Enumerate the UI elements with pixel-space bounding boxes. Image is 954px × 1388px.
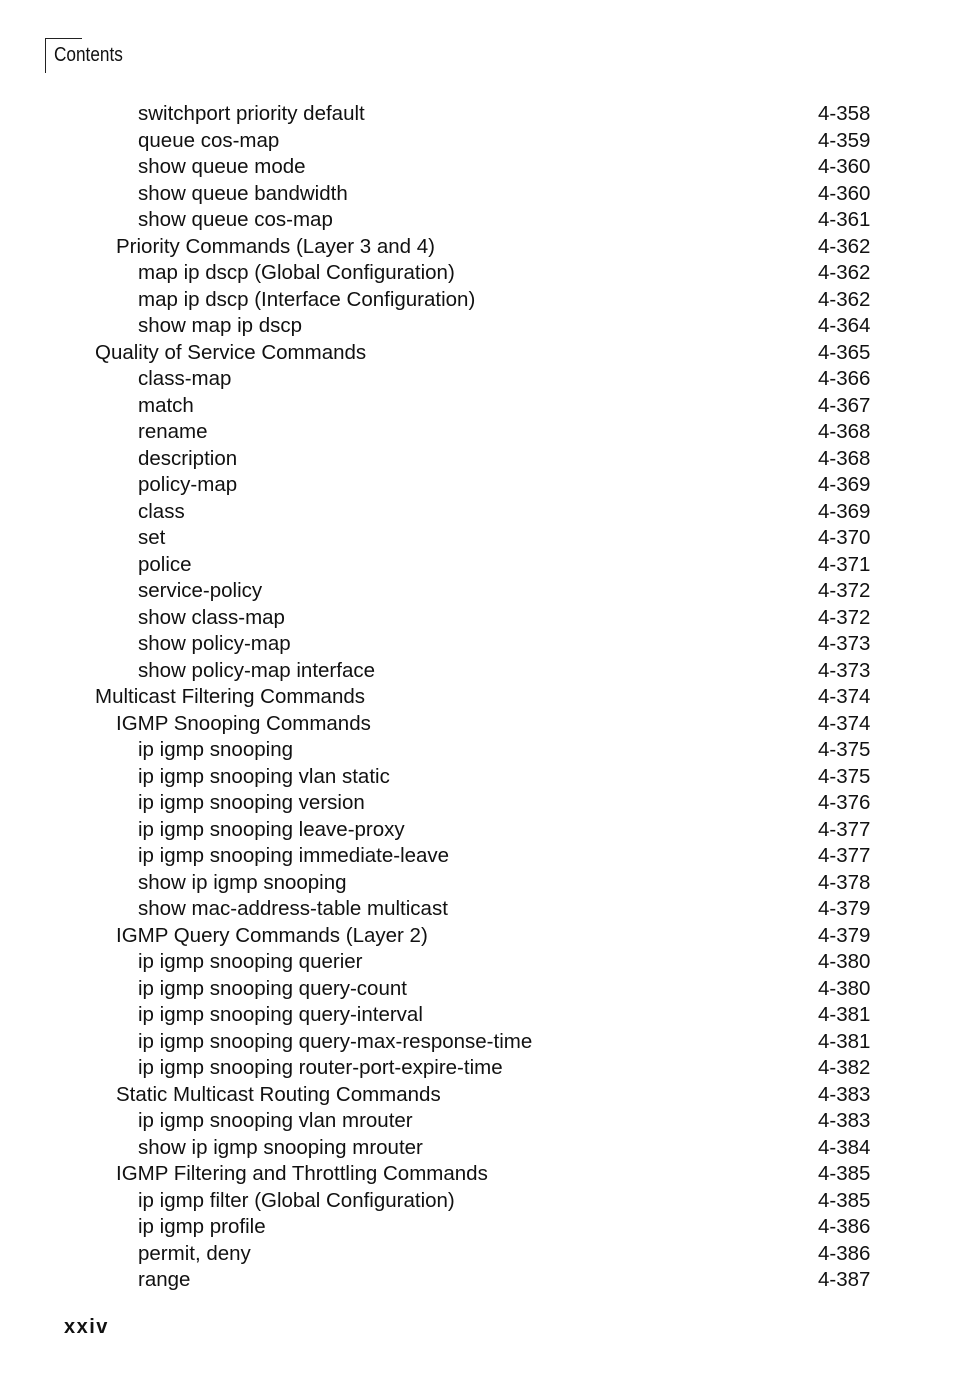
toc-entry-page[interactable]: 4-378 — [818, 870, 871, 894]
toc-entry-page[interactable]: 4-377 — [818, 844, 871, 867]
toc-entry-title[interactable]: ip igmp snooping query-count — [138, 976, 407, 1000]
toc-entry[interactable] — [0, 340, 954, 367]
toc-entry[interactable] — [0, 446, 954, 473]
toc-entry-title[interactable]: ip igmp snooping version — [138, 791, 365, 814]
table-of-contents — [0, 101, 954, 1294]
toc-entry-title[interactable]: ip igmp snooping immediate-leave — [138, 844, 450, 867]
toc-entry-title[interactable]: show queue bandwidth — [138, 181, 348, 205]
toc-entry-title[interactable]: rename — [138, 420, 208, 443]
toc-entry-page[interactable]: 4-368 — [818, 446, 871, 470]
toc-entry[interactable] — [0, 472, 954, 499]
toc-entry-page[interactable]: 4-369 — [818, 473, 871, 496]
toc-entry-title[interactable]: ip igmp filter (Global Configuration) — [138, 1188, 455, 1212]
toc-entry-page[interactable]: 4-376 — [818, 791, 871, 814]
toc-entry[interactable] — [0, 870, 954, 897]
toc-entry-page[interactable]: 4-374 — [818, 685, 871, 708]
toc-entry[interactable] — [0, 1241, 954, 1268]
toc-entry[interactable] — [0, 631, 954, 658]
toc-entry-title[interactable]: set — [138, 526, 166, 549]
toc-entry-page[interactable]: 4-372 — [818, 605, 871, 629]
toc-entry-title[interactable]: ip igmp snooping query-max-response-time — [138, 1029, 533, 1053]
toc-entry[interactable] — [0, 578, 954, 605]
toc-entry[interactable] — [0, 843, 954, 870]
toc-entry-page[interactable]: 4-367 — [818, 393, 871, 417]
toc-entry[interactable] — [0, 896, 954, 923]
toc-entry-page[interactable]: 4-384 — [818, 1135, 871, 1159]
toc-entry-title[interactable]: IGMP Snooping Commands — [116, 711, 371, 735]
toc-entry-title[interactable]: ip igmp snooping leave-proxy — [138, 817, 405, 841]
toc-entry-page[interactable]: 4-371 — [818, 552, 871, 576]
toc-entry[interactable] — [0, 1135, 954, 1162]
toc-entry[interactable] — [0, 366, 954, 393]
toc-entry-title[interactable]: map ip dscp (Interface Configuration) — [138, 287, 476, 311]
toc-entry-title[interactable]: show queue cos-map — [138, 208, 333, 231]
toc-entry-title[interactable]: show policy-map interface — [138, 658, 375, 682]
toc-entry[interactable] — [0, 658, 954, 685]
toc-entry[interactable] — [0, 790, 954, 817]
toc-entry-title[interactable]: show ip igmp snooping mrouter — [138, 1135, 423, 1159]
toc-entry-page[interactable]: 4-366 — [818, 367, 871, 390]
toc-entry[interactable] — [0, 260, 954, 287]
toc-entry-title[interactable]: permit, deny — [138, 1241, 251, 1265]
toc-entry-title[interactable]: show policy-map — [138, 632, 291, 655]
toc-entry-title[interactable]: map ip dscp (Global Configuration) — [138, 261, 455, 284]
toc-entry-page[interactable]: 4-380 — [818, 950, 871, 973]
toc-entry-page[interactable]: 4-379 — [818, 923, 871, 947]
toc-entry-page[interactable]: 4-379 — [818, 897, 871, 920]
toc-entry[interactable] — [0, 234, 954, 261]
toc-entry-title[interactable]: queue cos-map — [138, 128, 280, 152]
toc-entry-title[interactable]: switchport priority default — [138, 102, 365, 125]
toc-entry-title[interactable]: ip igmp snooping querier — [138, 950, 363, 973]
toc-entry[interactable] — [0, 949, 954, 976]
toc-entry-title[interactable]: IGMP Filtering and Throttling Commands — [116, 1162, 488, 1185]
toc-entry[interactable] — [0, 393, 954, 420]
toc-entry-page[interactable]: 4-383 — [818, 1109, 871, 1132]
toc-entry[interactable] — [0, 976, 954, 1003]
toc-entry-title[interactable]: policy-map — [138, 473, 238, 496]
toc-entry-title[interactable]: show ip igmp snooping — [138, 870, 347, 894]
toc-entry[interactable] — [0, 154, 954, 181]
toc-entry-page[interactable]: 4-385 — [818, 1188, 871, 1212]
toc-entry-title[interactable]: Priority Commands (Layer 3 and 4) — [116, 234, 436, 258]
toc-entry[interactable] — [0, 1082, 954, 1109]
toc-entry-page[interactable]: 4-362 — [818, 261, 871, 284]
toc-entry-title[interactable]: match — [138, 393, 194, 417]
toc-entry-page[interactable]: 4-370 — [818, 526, 871, 549]
toc-entry-page[interactable]: 4-381 — [818, 1029, 871, 1053]
toc-entry-page[interactable]: 4-360 — [818, 155, 871, 178]
toc-entry-page[interactable]: 4-358 — [818, 102, 871, 125]
toc-entry[interactable] — [0, 207, 954, 234]
toc-entry-title[interactable]: ip igmp snooping vlan mrouter — [138, 1109, 413, 1132]
toc-entry[interactable] — [0, 764, 954, 791]
toc-entry[interactable] — [0, 181, 954, 208]
toc-entry-page[interactable]: 4-382 — [818, 1056, 871, 1079]
toc-entry-title[interactable]: show mac-address-table multicast — [138, 897, 448, 920]
toc-entry-page[interactable]: 4-364 — [818, 314, 871, 337]
toc-entry-page[interactable]: 4-375 — [818, 738, 871, 761]
toc-entry[interactable] — [0, 128, 954, 155]
toc-entry-title[interactable]: service-policy — [138, 579, 263, 602]
toc-entry[interactable] — [0, 1188, 954, 1215]
toc-entry[interactable] — [0, 525, 954, 552]
toc-entry[interactable] — [0, 1108, 954, 1135]
toc-entry-page[interactable]: 4-368 — [818, 420, 871, 443]
toc-entry-page[interactable]: 4-372 — [818, 579, 871, 602]
toc-entry-page[interactable]: 4-383 — [818, 1082, 871, 1106]
toc-entry[interactable] — [0, 1214, 954, 1241]
toc-entry[interactable] — [0, 101, 954, 128]
toc-entry[interactable] — [0, 499, 954, 526]
toc-entry-title[interactable]: ip igmp snooping vlan static — [138, 764, 390, 788]
toc-entry-title[interactable]: show map ip dscp — [138, 314, 303, 337]
toc-entry-page[interactable]: 4-387 — [818, 1268, 871, 1291]
page-number: xxiv — [64, 1316, 109, 1338]
toc-entry-title[interactable]: IGMP Query Commands (Layer 2) — [116, 923, 428, 947]
running-header: Contents — [54, 44, 123, 66]
toc-entry-title[interactable]: range — [138, 1268, 191, 1291]
toc-entry[interactable] — [0, 1002, 954, 1029]
toc-entry-page[interactable]: 4-362 — [818, 287, 871, 311]
toc-entry[interactable] — [0, 817, 954, 844]
toc-entry[interactable] — [0, 1267, 954, 1294]
toc-entry-title[interactable]: Quality of Service Commands — [95, 340, 367, 364]
toc-entry-page[interactable]: 4-377 — [818, 817, 871, 841]
toc-entry[interactable] — [0, 419, 954, 446]
toc-entry-title[interactable]: class — [138, 499, 185, 523]
toc-entry-page[interactable]: 4-373 — [818, 632, 871, 655]
toc-entry[interactable] — [0, 711, 954, 738]
toc-entry-page[interactable]: 4-374 — [818, 711, 871, 735]
toc-entry-page[interactable]: 4-385 — [818, 1162, 871, 1185]
toc-entry-page[interactable]: 4-359 — [818, 128, 871, 152]
toc-entry-title[interactable]: show class-map — [138, 605, 285, 629]
toc-entry[interactable] — [0, 684, 954, 711]
toc-entry[interactable] — [0, 737, 954, 764]
toc-entry[interactable] — [0, 923, 954, 950]
toc-entry[interactable] — [0, 1055, 954, 1082]
toc-entry[interactable] — [0, 313, 954, 340]
toc-entry-title[interactable]: description — [138, 446, 238, 470]
toc-entry[interactable] — [0, 552, 954, 579]
toc-entry-title[interactable]: ip igmp snooping — [138, 738, 293, 761]
toc-entry[interactable] — [0, 287, 954, 314]
toc-entry-page[interactable]: 4-365 — [818, 340, 871, 364]
toc-entry-page[interactable]: 4-381 — [818, 1003, 871, 1026]
toc-entry-page[interactable]: 4-380 — [818, 976, 871, 1000]
toc-entry-title[interactable]: show queue mode — [138, 155, 306, 178]
toc-entry-page[interactable]: 4-375 — [818, 764, 871, 788]
toc-entry-title[interactable]: ip igmp snooping router-port-expire-time — [138, 1056, 503, 1079]
toc-entry-page[interactable]: 4-386 — [818, 1241, 871, 1265]
toc-entry-title[interactable]: class-map — [138, 367, 232, 390]
toc-entry[interactable] — [0, 1161, 954, 1188]
toc-entry[interactable] — [0, 605, 954, 632]
toc-entry-page[interactable]: 4-369 — [818, 499, 871, 523]
toc-entry-page[interactable]: 4-373 — [818, 658, 871, 682]
toc-entry-page[interactable]: 4-386 — [818, 1215, 871, 1238]
toc-entry-page[interactable]: 4-360 — [818, 181, 871, 205]
toc-entry-title[interactable]: ip igmp profile — [138, 1215, 266, 1238]
toc-entry[interactable] — [0, 1029, 954, 1056]
toc-entry-title[interactable]: ip igmp snooping query-interval — [138, 1003, 423, 1026]
toc-entry-title[interactable]: Multicast Filtering Commands — [95, 685, 365, 708]
toc-entry-page[interactable]: 4-361 — [818, 208, 871, 231]
toc-entry-title[interactable]: police — [138, 552, 192, 576]
toc-entry-page[interactable]: 4-362 — [818, 234, 871, 258]
toc-entry-title[interactable]: Static Multicast Routing Commands — [116, 1082, 441, 1106]
